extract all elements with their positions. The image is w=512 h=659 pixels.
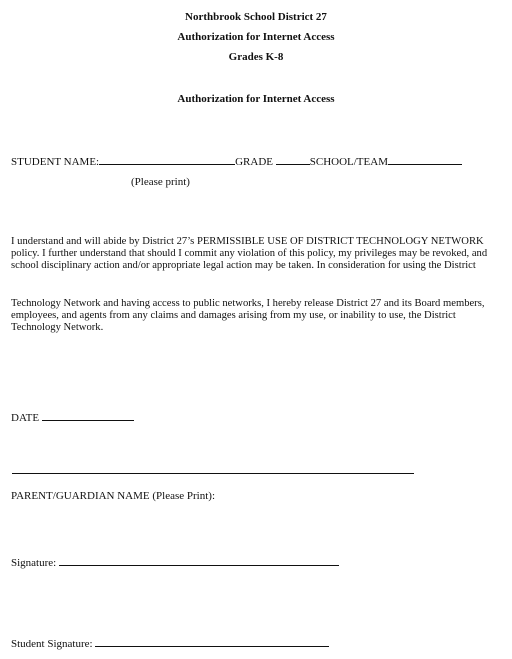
grades-label: Grades K-8 xyxy=(228,51,284,63)
student-row xyxy=(11,154,462,169)
policy-paragraph-1: I understand and will abide by District 27’s PERMISSIBLE USE OF DISTRICT TECHNOLOGY NETWORK policy. I further understand that should I commit any violation of this policy, my privileges may be revoked, and school disciplinary action and/or appropriate legal action may be taken. In consideration for using the District xyxy=(11,236,488,271)
student-signature-field[interactable] xyxy=(95,636,329,647)
student-signature-label: Student Signature: xyxy=(11,638,93,650)
grade-field[interactable] xyxy=(276,154,310,165)
print-hint: (Please print) xyxy=(131,176,190,188)
form-title: Authorization for Internet Access xyxy=(177,31,335,43)
grade-label: GRADE xyxy=(235,156,273,168)
signature-label: Signature: xyxy=(11,557,57,569)
student-signature-row xyxy=(11,636,329,651)
student-name-label: STUDENT NAME: xyxy=(11,156,100,168)
school-team-field[interactable] xyxy=(388,154,462,165)
school-team-label: SCHOOL/TEAM xyxy=(309,156,388,168)
date-row xyxy=(11,410,134,425)
signature-row xyxy=(11,555,339,570)
student-name-field[interactable] xyxy=(99,154,235,165)
parent-name-label: PARENT/GUARDIAN NAME (Please Print): xyxy=(11,490,216,502)
form-subtitle: Authorization for Internet Access xyxy=(177,93,335,105)
signature-field[interactable] xyxy=(59,555,339,566)
parent-name-line[interactable] xyxy=(12,473,414,474)
date-field[interactable] xyxy=(42,410,134,421)
policy-paragraph-2: Technology Network and having access to public networks, I hereby release District 27 and its Board members, employees, and agents from any claims and damages arising from my use, or inability to use, the District Technology Network. xyxy=(11,298,485,333)
date-label: DATE xyxy=(11,412,40,424)
district-title: Northbrook School District 27 xyxy=(185,11,327,23)
